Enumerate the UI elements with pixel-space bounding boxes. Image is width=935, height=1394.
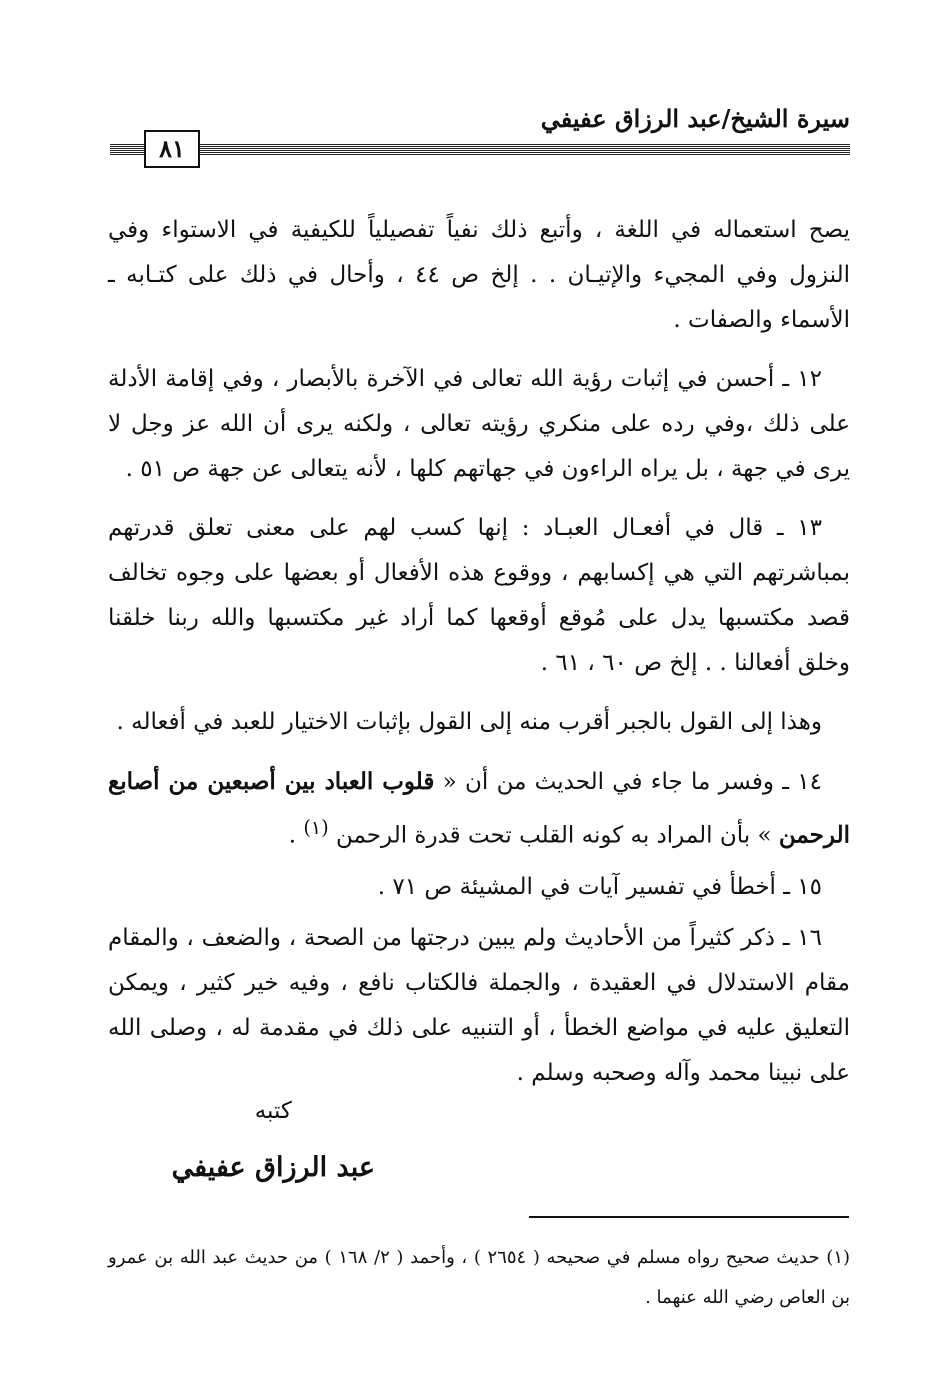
header-rule bbox=[110, 144, 850, 156]
signature-name: عبد الرزاق عفيفي bbox=[171, 1152, 375, 1183]
paragraph-comment: وهذا إلى القول بالجبر أقرب منه إلى القول بإثبات الاختيار للعبد في أفعاله . bbox=[116, 709, 822, 735]
paragraph-item-13: ١٣ ـ قال في أفعـال العبـاد : إنها كسب لهم على معنى تعلق قدرتهم بمباشرتهم التي هي إكسابهم ، ووقوع هذه الأفعال أو بعضها على وجوه تخالف قصد مكتسبها يدل على مُوقع أوقعها كما أراد غير مكتسبها والله ربنا خلقنا وخلق أفعالنا . . إلخ ص ٦٠ ، ٦١ . bbox=[108, 515, 850, 676]
running-title: سيرة الشيخ/عبد الرزاق عفيفي bbox=[540, 104, 850, 133]
paragraph-item-12: ١٢ ـ أحسن في إثبات رؤية الله تعالى في الآخرة بالأبصار ، وفي إقامة الأدلة على ذلك ،وفي رده على منكري رؤيته تعالى ، ولكنه يرى أن الله عز وجل لا يرى في جهة ، بل يراه الراءون في جهاتهم كلها ، لأنه يتعالى عن جهة ص ٥١ . bbox=[108, 366, 850, 482]
item-14-prefix: ١٤ ـ وفسر ما جاء في الحديث من أن « bbox=[434, 769, 822, 795]
paragraph-item-16: ١٦ ـ ذكر كثيراً من الأحاديث ولم يبين درجتها من الصحة ، والضعف ، والمقام مقام الاستدلال في العقيدة ، والجملة فالكتاب نافع ، وفيه خير كثير ، ويمكن التعليق عليه في مواضع الخطأ ، أو التنبيه على ذلك في مقدمة له ، وصلى الله على نبينا محمد وآله وصحبه وسلم . bbox=[108, 924, 850, 1086]
footnote: (١) حديث صحيح رواه مسلم في صحيحه ( ٢٦٥٤ ) ، وأحمد ( ٢/ ١٦٨ ) من حديث عبد الله بن عمرو بن العاص رضي الله عنهما . bbox=[108, 1247, 851, 1308]
paragraph-item-14 bbox=[108, 759, 850, 859]
item-14-suffix: » بأن المراد به كونه القلب تحت قدرة الرحمن bbox=[328, 822, 779, 849]
signature-block bbox=[172, 1098, 375, 1183]
footnote-divider bbox=[529, 1216, 849, 1218]
paragraph-item-15: ١٥ ـ أخطأ في تفسير آيات في المشيئة ص ٧١ . bbox=[377, 873, 822, 900]
body-text bbox=[108, 208, 850, 1110]
page-number: ٨١ bbox=[144, 130, 200, 168]
hadith-quote: قلوب العباد بين أصبعين من أصابع الرحمن bbox=[108, 768, 850, 849]
paragraph-continued: يصح استعماله في اللغة ، وأتبع ذلك نفياً تفصيلياً للكيفية في الاستواء وفي النزول وفي المجيء والإتيـان . . إلخ ص ٤٤ ، وأحال في ذلك على كتـابه ـ الأسماء والصفات . bbox=[108, 217, 851, 333]
footnote-reference: (١) bbox=[303, 816, 329, 839]
page-header bbox=[110, 96, 850, 176]
item-14-end: . bbox=[288, 822, 304, 849]
signature-label: كتبه bbox=[254, 1098, 292, 1124]
